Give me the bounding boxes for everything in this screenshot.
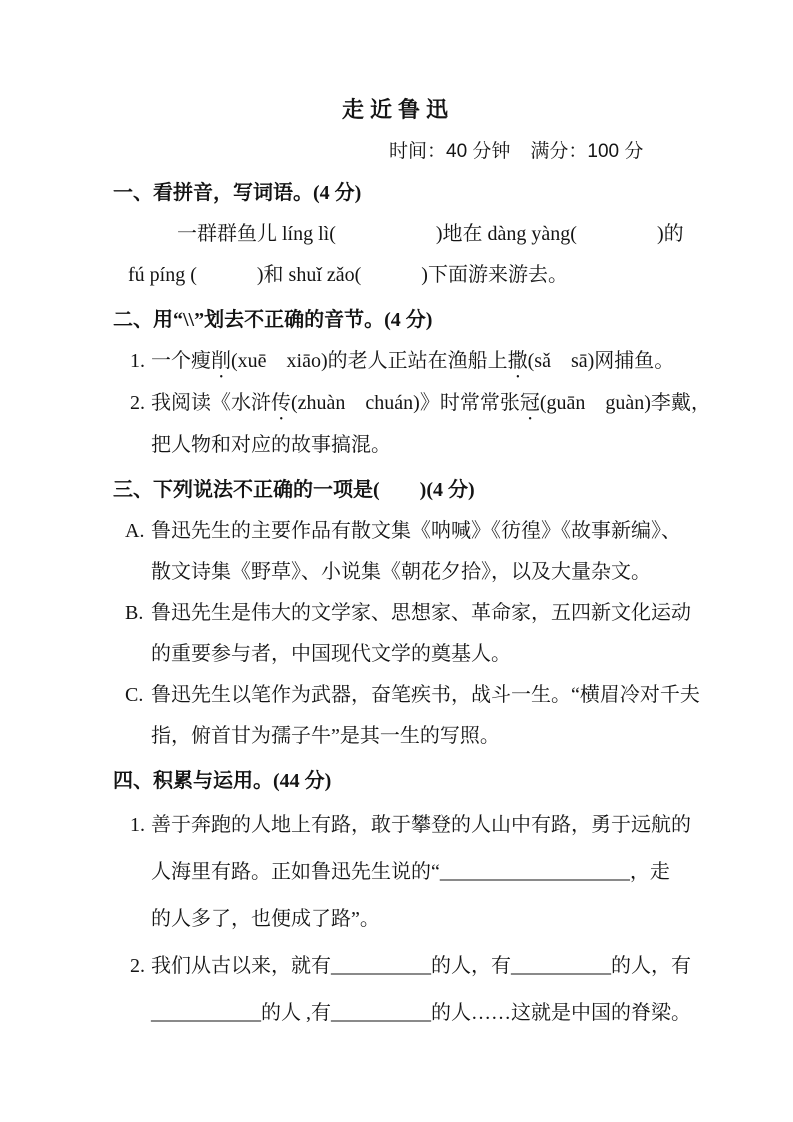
option-c <box>113 675 700 757</box>
emphasized-char: 撒 <box>507 350 528 372</box>
syllable-item-2-text-line-1 <box>151 383 711 425</box>
option-b <box>113 593 691 675</box>
item-number: 1. <box>130 350 145 372</box>
option-label: A. <box>125 520 145 542</box>
syllable-item-1 <box>113 341 683 383</box>
exam-title: 走近鲁迅 <box>341 97 454 122</box>
text-segment: (zhuàn chuán)》时常常张 <box>291 392 520 414</box>
item-number: 1. <box>130 814 145 836</box>
option-a-line-2: 散文诗集《野草》、小说集《朝花夕拾》，以及大量杂文。 <box>151 561 651 583</box>
emphasized-char: 削 <box>211 350 231 372</box>
fill-blank-item-1-line-3: 的人多了，也便成了路”。 <box>151 908 380 930</box>
score-info: 满分：100 分 <box>530 141 644 162</box>
pinyin-sentence-line-1: 一群群鱼儿 líng lì( )地在 dàng yàng( )的 <box>177 223 684 245</box>
item-number: 2. <box>130 392 145 414</box>
section-1-heading: 一、看拼音，写词语。(4 分) <box>113 182 362 204</box>
text-segment: 我阅读《水浒 <box>151 392 271 414</box>
text-segment: (guān guàn)李戴， <box>539 392 711 414</box>
text-segment: (sǎ sā)网捕鱼。 <box>527 350 675 372</box>
option-a <box>113 511 683 593</box>
text-segment: (xuē xiāo)的老人正站在渔船上 <box>231 350 508 372</box>
option-b-line-1: 鲁迅先生是伟大的文学家、思想家、革命家，五四新文化运动 <box>151 602 691 624</box>
syllable-item-1-text <box>151 341 683 383</box>
option-label: C. <box>125 684 144 706</box>
fill-blank-item-2 <box>113 943 691 1037</box>
fill-blank-item-1 <box>113 802 691 943</box>
emphasized-char: 传 <box>271 392 291 414</box>
text-segment: 一个瘦 <box>151 350 211 372</box>
pinyin-sentence-line-2: fú píng ( )和 shuǐ zǎo( )下面游来游去。 <box>128 264 568 286</box>
fill-blank-item-2-line-2: ___________的人 ,有__________的人……这就是中国的脊梁。 <box>151 1002 691 1024</box>
emphasized-char: 冠 <box>519 392 540 414</box>
fill-blank-item-1-line-1: 善于奔跑的人地上有路，敢于攀登的人山中有路，勇于远航的 <box>151 814 691 836</box>
fill-blank-item-1-line-2: 人海里有路。正如鲁迅先生说的“___________________，走 <box>151 861 670 883</box>
section-4-heading: 四、积累与运用。(44 分) <box>113 770 332 792</box>
option-a-line-1: 鲁迅先生的主要作品有散文集《呐喊》《彷徨》《故事新编》、 <box>151 520 681 542</box>
section-3-heading: 三、下列说法不正确的一项是( )(4 分) <box>113 479 475 501</box>
item-number: 2. <box>130 955 145 977</box>
time-info: 时间：40 分钟 <box>389 141 511 162</box>
exam-meta <box>113 139 683 165</box>
syllable-item-2-text-line-2: 把人物和对应的故事搞混。 <box>151 434 391 456</box>
syllable-item-2 <box>113 383 711 466</box>
section-2-heading: 二、用“\\”划去不正确的音节。(4 分) <box>113 309 433 331</box>
option-c-line-1: 鲁迅先生以笔作为武器，奋笔疾书，战斗一生。“横眉冷对千夫 <box>151 684 700 706</box>
fill-blank-item-2-line-1: 我们从古以来，就有__________的人，有__________的人，有 <box>151 955 691 977</box>
option-b-line-2: 的重要参与者，中国现代文学的奠基人。 <box>151 643 511 665</box>
option-label: B. <box>125 602 144 624</box>
option-c-line-2: 指，俯首甘为孺子牛”是其一生的写照。 <box>151 725 500 747</box>
